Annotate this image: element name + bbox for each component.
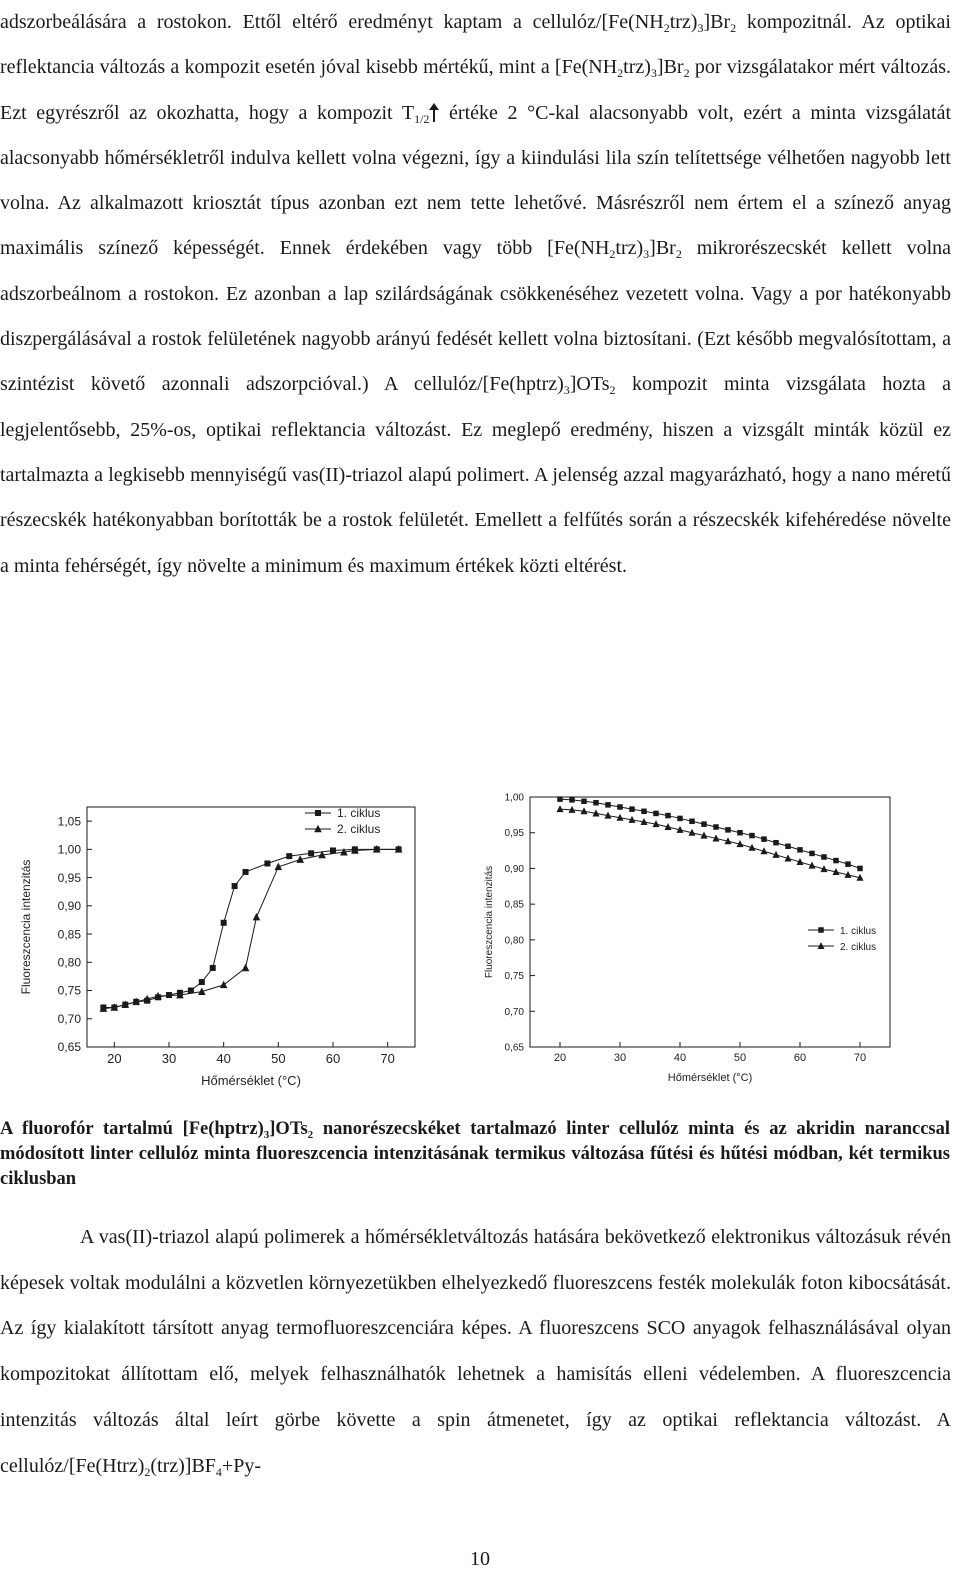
- legend-entry: 2. ciklus: [337, 822, 381, 836]
- x-tick-label: 40: [216, 1051, 231, 1066]
- x-axis-label: Hőmérséklet (°C): [667, 1072, 753, 1084]
- data-point: [286, 853, 292, 859]
- y-tick-label: 0,95: [504, 828, 524, 840]
- figure-caption: [0, 1117, 950, 1192]
- subscript: 3: [650, 66, 657, 81]
- text-run: kompozitnál. Az optikai reflektancia változás a kompozit esetén jóval kisebb mértékű, mint a [Fe(NH: [0, 11, 951, 79]
- body-paragraph-1: [0, 0, 951, 589]
- y-tick-label: 0,75: [504, 971, 524, 983]
- data-point: [665, 813, 671, 819]
- data-point: [701, 821, 707, 827]
- legend-marker: [818, 927, 824, 933]
- x-tick-label: 40: [673, 1052, 687, 1064]
- data-point: [845, 861, 851, 867]
- data-point: [556, 805, 563, 812]
- subscript: 3: [563, 383, 570, 398]
- text-run: ]OTs: [569, 373, 610, 396]
- legend-marker: [315, 810, 321, 816]
- data-point: [713, 824, 719, 830]
- text-run: por vizsgálatakor mért változás. Ezt egyrészről az okozhatta, hogy a kompozit T: [0, 56, 951, 124]
- legend-entry: 1. ciklus: [337, 806, 381, 820]
- subscript: 3: [697, 21, 704, 35]
- y-tick-label: 0,70: [57, 1011, 81, 1026]
- data-point: [199, 979, 205, 985]
- data-point: [617, 804, 623, 810]
- data-point: [242, 964, 250, 972]
- x-tick-label: 30: [161, 1051, 177, 1066]
- caption-text: ]OTs: [269, 1119, 308, 1139]
- subscript: 2: [144, 1464, 151, 1479]
- text-run: trz): [669, 11, 698, 33]
- data-point: [243, 869, 249, 875]
- x-tick-label: 50: [271, 1051, 286, 1066]
- text-run: trz): [615, 237, 644, 260]
- data-point: [253, 913, 261, 921]
- text-run: mikrorészecskét kellett volna adszorbeálnom a rostokon. Ez azonban a lap szilárdságának csökkenéséhez vezetett volna. Vagy a por hatékonyabb diszpergálásával a rostok felületének nagyobb arányú fedését kellett volna biztosítani. (Ezt később megvalósítottam, a szintézist követő azonnali adszorpcióval.) A cellulóz/[Fe(hptrz): [0, 237, 951, 396]
- subscript: 2: [663, 21, 670, 35]
- subscript: 2: [730, 21, 737, 35]
- x-tick-label: 20: [107, 1051, 122, 1066]
- subscript: 2: [609, 247, 616, 262]
- y-tick-label: 1,00: [57, 842, 81, 857]
- y-tick-label: 0,80: [504, 935, 524, 947]
- body-paragraph-2: [0, 1215, 951, 1489]
- data-point: [773, 840, 779, 846]
- data-point: [797, 847, 803, 853]
- data-point: [689, 819, 695, 825]
- data-point: [749, 833, 755, 839]
- page-number: 10: [470, 1548, 490, 1570]
- series-line: [560, 809, 860, 878]
- data-point: [857, 866, 863, 872]
- x-axis-label: Hőmérséklet (°C): [201, 1073, 301, 1088]
- data-point: [210, 965, 216, 971]
- subscript: 3: [643, 247, 650, 262]
- data-point: [809, 851, 815, 857]
- series-line: [560, 799, 860, 868]
- subscript: 3: [263, 1129, 270, 1141]
- data-point: [737, 830, 743, 836]
- series-line: [103, 849, 398, 1007]
- y-tick-label: 0,95: [57, 870, 81, 885]
- data-point: [569, 797, 575, 803]
- text-run: értéke 2 °C-kal alacsonyabb volt, ezért a minta vizsgálatát alacsonyabb hőmérsékletről indulva kellett volna végezni, így a kiindulási lila szín telítettsége vélhetően nagyobb lett volna. Az alkalmazott kriosztát típus azonban ezt nem tette lehetővé. Másrészről nem értem el a színező anyag maximális színező képességét. Ennek érdekében vagy több [Fe(NH: [0, 101, 952, 260]
- data-point: [264, 860, 270, 866]
- text-run: ]Br: [649, 237, 676, 260]
- text-run: trz): [623, 56, 651, 79]
- data-point: [232, 883, 238, 889]
- data-point: [557, 796, 563, 802]
- plot-frame: [530, 797, 890, 1047]
- x-tick-label: 30: [613, 1052, 627, 1064]
- fluorescence-chart-right: [480, 785, 905, 1095]
- y-tick-label: 0,65: [504, 1042, 524, 1054]
- data-point: [593, 800, 599, 806]
- data-point: [330, 847, 336, 853]
- y-tick-label: 0,90: [504, 863, 524, 875]
- data-point: [677, 816, 683, 822]
- data-point: [605, 802, 611, 808]
- x-tick-label: 70: [853, 1052, 867, 1064]
- data-point: [629, 806, 635, 812]
- y-tick-label: 0,75: [57, 983, 81, 998]
- data-point: [833, 858, 839, 864]
- up-arrow-icon: [429, 103, 439, 121]
- text-run: ]Br: [703, 11, 731, 33]
- legend-entry: 1. ciklus: [840, 926, 877, 937]
- data-point: [308, 850, 314, 856]
- text-run: +Py-: [221, 1454, 261, 1477]
- y-tick-label: 0,70: [504, 1006, 524, 1018]
- y-tick-label: 1,05: [57, 814, 81, 829]
- x-tick-label: 20: [553, 1052, 567, 1064]
- x-tick-label: 60: [325, 1051, 341, 1066]
- subscript: 2: [675, 247, 682, 262]
- legend-entry: 2. ciklus: [840, 942, 877, 953]
- y-tick-label: 0,90: [57, 899, 81, 914]
- caption-text: nanorészecskéket tartalmazó linter cellulóz minta és az akridin naranccsal módosított linter cellulóz minta fluoreszcencia intenzitásának termikus változása fűtési és hűtési módban, két termikus ciklusban: [0, 1119, 950, 1189]
- fluorescence-chart-left: [0, 785, 430, 1095]
- x-tick-label: 50: [733, 1052, 747, 1064]
- x-tick-label: 70: [380, 1051, 395, 1066]
- data-point: [220, 981, 228, 989]
- data-point: [221, 920, 227, 926]
- y-tick-label: 0,80: [57, 955, 81, 970]
- data-point: [725, 827, 731, 833]
- text-run: A vas(II)-triazol alapú polimerek a hőmérsékletváltozás hatására bekövetkező elektronikus változásuk révén képesek voltak modulálni a közvetlen környezetükben elhelyezkedő fluoreszcens festék molekulák foton kibocsátását. Az így kialakított társított anyag termofluoreszcenciára képes. A fluoreszcens SCO anyagok felhasználásával olyan kompozitokat állítottam elő, melyek felhasználhatók lehetnek a hamisítás elleni védelemben. A fluoreszcencia intenzitás változás által leírt görbe követte a spin átmenetet, így az optikai reflektancia változást. A cellulóz/[Fe(Htrz): [0, 1226, 951, 1477]
- subscript: 2: [307, 1129, 314, 1141]
- text-run: ]Br: [656, 56, 684, 79]
- subscript: 2: [617, 66, 624, 81]
- text-run: kompozit minta vizsgálata hozta a legjelentősebb, 25%-os, optikai reflektancia változást. Ez meglepő eredmény, hiszen a vizsgált minták közül ez tartalmazta a legkisebb mennyiségű vas(II)-triazol alapú polimert. A jelenség azzal magyarázható, hogy a nano méretű részecskék hatékonyabban borították be a rostok felületét. Emellett a felfűtés során a részecskék kifehéredése növelte a minta fehérségét, így növelte a minimum és maximum értékek közti eltérést.: [0, 373, 951, 577]
- series-line: [103, 849, 398, 1008]
- y-tick-label: 0,65: [57, 1040, 81, 1055]
- data-point: [821, 854, 827, 860]
- y-axis-label: Fluoreszcencia intenzitás: [484, 865, 495, 979]
- caption-text: A fluorofór tartalmú [Fe(hptrz): [0, 1119, 264, 1139]
- x-tick-label: 60: [793, 1052, 807, 1064]
- y-tick-label: 1,00: [504, 792, 524, 804]
- data-point: [581, 799, 587, 805]
- data-point: [785, 844, 791, 850]
- text-run: (trz)]BF: [150, 1454, 216, 1477]
- subscript: 4: [215, 1464, 222, 1479]
- data-point: [653, 811, 659, 817]
- subscript: 2: [609, 383, 616, 398]
- subscript: 1/2: [414, 111, 430, 126]
- y-tick-label: 0,85: [57, 927, 81, 942]
- y-tick-label: 0,85: [504, 899, 524, 911]
- subscript: 2: [683, 66, 690, 81]
- data-point: [641, 809, 647, 815]
- data-point: [761, 836, 767, 842]
- plot-frame: [87, 807, 415, 1047]
- y-axis-label: Fluoreszcencia intenzitás: [19, 859, 33, 995]
- text-run: adszorbeálására a rostokon. Ettől eltérő eredményt kaptam a cellulóz/[Fe(NH: [0, 11, 664, 33]
